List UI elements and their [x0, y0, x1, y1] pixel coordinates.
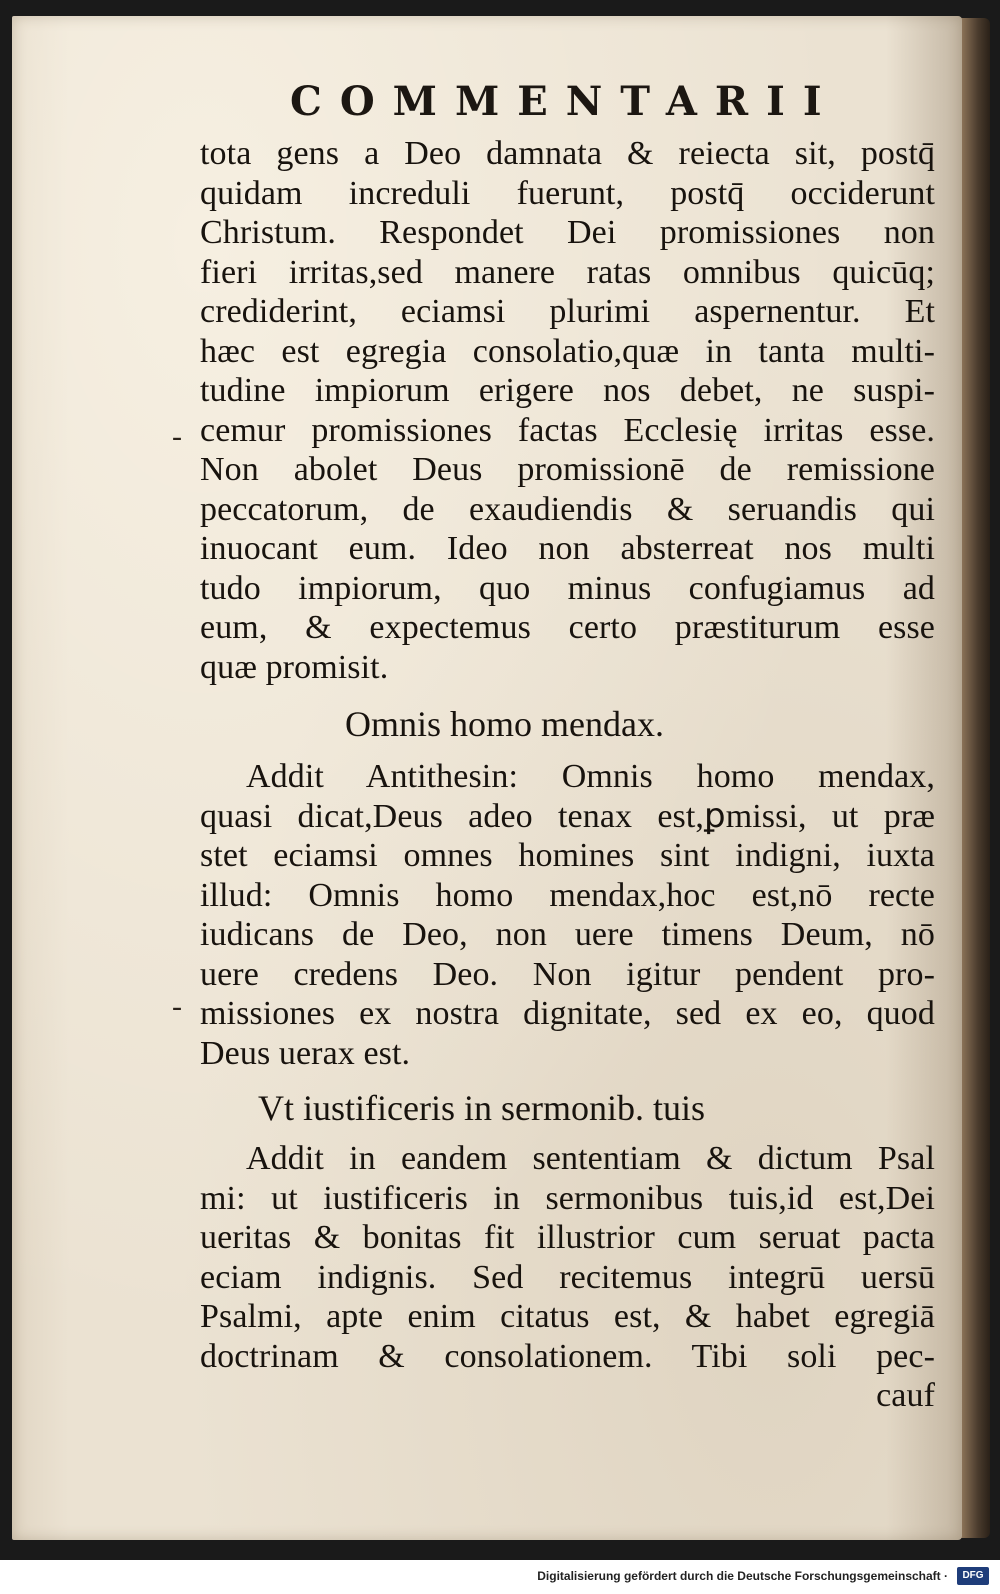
text-line: Deus uerax est. — [200, 1034, 411, 1072]
text-line: tudine impiorum erigere nos debet, ne suspi- — [200, 372, 935, 409]
text-line: inuocant eum. Ideo non absterreat nos multi — [200, 530, 935, 567]
text-line: tudo impiorum, quo minus confugiamus ad — [200, 569, 935, 607]
text-line: ueritas & bonitas fit illustrior cum seruat pacta — [200, 1219, 935, 1256]
paragraph-1 — [200, 134, 935, 687]
text-line: hæc est egregia consolatio,quæ in tanta multi- — [200, 332, 935, 370]
text-line: doctrinam & consolationem. Tibi soli pec- — [200, 1337, 935, 1375]
text-line: Addit in eandem sententiam & dictum Psal — [246, 1140, 935, 1177]
section-heading-2: Vt iustificeris in sermonib. tuis — [258, 1088, 705, 1128]
funding-credit: Digitalisierung gefördert durch die Deutsche Forschungsgemeinschaft · — [537, 1569, 948, 1583]
paragraph-2 — [200, 757, 935, 1073]
text-line: Christum. Respondet Dei promissiones non — [200, 214, 935, 251]
text-line: stet eciamsi omnes homines sint indigni, iuxta — [200, 837, 935, 874]
text-line: eciam indignis. Sed recitemus integrū uersū — [200, 1258, 935, 1296]
text-line: illud: Omnis homo mendax,hoc est,nō recte — [200, 876, 935, 914]
margin-mark-1: - — [172, 420, 182, 453]
running-head: COMMENTARII — [290, 78, 840, 125]
text-line: fieri irritas,sed manere ratas omnibus quicūq; — [200, 253, 935, 291]
text-line: mi: ut iustificeris in sermonibus tuis,id est,Dei — [200, 1179, 935, 1217]
section-heading-1: Omnis homo mendax. — [345, 704, 664, 744]
paragraph-3 — [200, 1139, 935, 1416]
dfg-logo-icon: DFG — [957, 1567, 989, 1585]
text-line: Psalmi, apte enim citatus est, & habet egregiā — [200, 1298, 935, 1335]
text-line: iudicans de Deo, non uere timens Deum, nō — [200, 916, 935, 953]
text-line: uere credens Deo. Non igitur pendent pro- — [200, 955, 935, 993]
text-line: quæ promisit. — [200, 648, 389, 686]
text-line: missiones ex nostra dignitate, sed ex eo, quod — [200, 995, 935, 1032]
text-line: Addit Antithesin: Omnis homo mendax, — [246, 758, 935, 795]
margin-mark-2: - — [172, 990, 182, 1023]
text-line: eum, & expectemus certo præstiturum esse — [200, 609, 935, 646]
text-line: peccatorum, de exaudiendis & seruandis qui — [200, 490, 935, 528]
text-line: cemur promissiones factas Ecclesię irritas esse. — [200, 411, 935, 449]
catchword: cauf — [876, 1377, 935, 1414]
text-line: tota gens a Deo damnata & reiecta sit, postq̄ — [200, 135, 935, 172]
text-line: crediderint, eciamsi plurimi aspernentur. Et — [200, 293, 935, 330]
text-line: Non abolet Deus promissionē de remissione — [200, 451, 935, 488]
text-line: quasi dicat,Deus adeo tenax est,ꝑmissi, ut præ — [200, 797, 935, 835]
text-block — [200, 134, 935, 1416]
text-line: quidam increduli fuerunt, postq̄ occiderunt — [200, 174, 935, 212]
